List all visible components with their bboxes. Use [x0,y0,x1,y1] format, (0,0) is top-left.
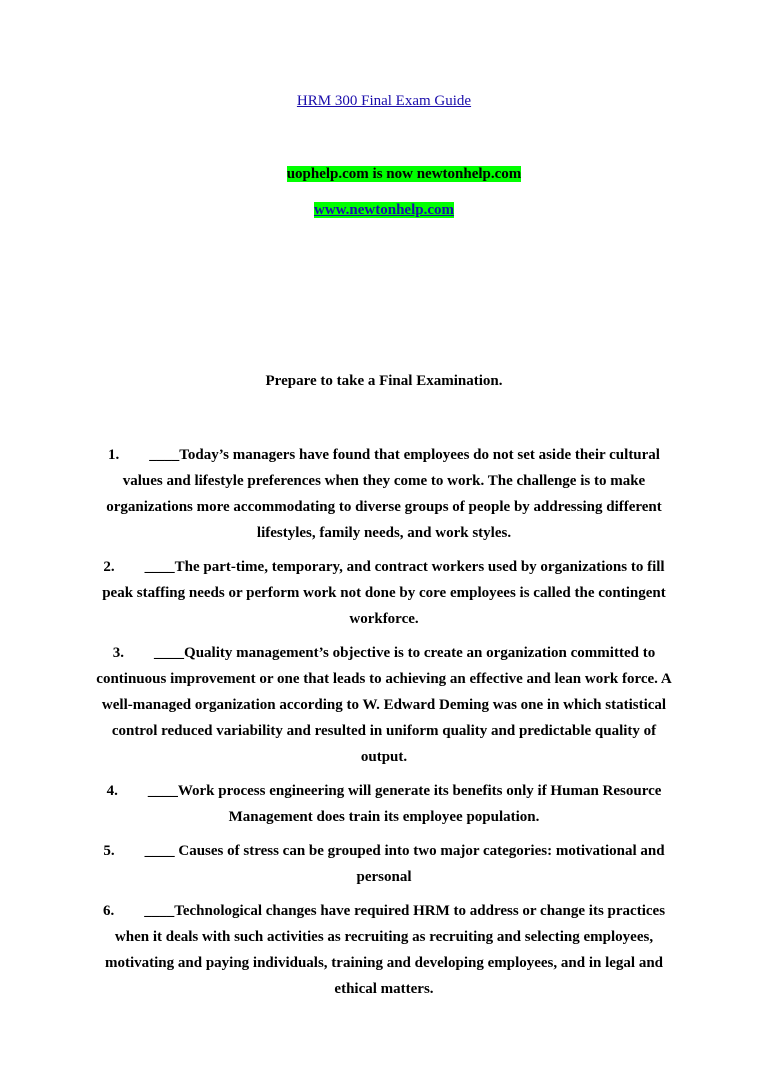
guide-title-text[interactable]: HRM 300 Final Exam Guide [296,93,472,109]
question-item [92,778,676,830]
notice-highlight: uophelp.com is now newtonhelp.com [286,166,522,182]
question-text: ____Work process engineering will generate its benefits only if Human Resource Management does train its employee population. [147,783,662,825]
question-item [92,442,676,546]
guide-title-link[interactable] [0,93,768,110]
question-number: 4. [106,783,118,799]
question-text: ____Today’s managers have found that employees do not set aside their cultural values and lifestyle preferences when they come to work. The challenge is to make organizations more accommodating to diverse groups of people by addressing different lifestyles, family needs, and work styles. [106,447,662,541]
question-list [92,442,676,1010]
question-item [92,838,676,890]
question-text: ____The part-time, temporary, and contract workers used by organizations to fill peak staffing needs or perform work not done by core employees is called the contingent workforce. [102,559,666,627]
question-item [92,898,676,1002]
question-text: ____Quality management’s objective is to create an organization committed to continuous improvement or one that leads to achieving an effective and lean work force. A well-managed organization according to W. Edward Deming was one in which statistical control reduced variability and resulted in uniform quality and predictable quality of output. [96,645,672,765]
website-line [0,201,768,219]
exam-heading: Prepare to take a Final Examination. [265,373,503,389]
question-item [92,554,676,632]
notice-line [0,165,768,183]
question-text: ____ Causes of stress can be grouped into two major categories: motivational and personal [144,843,665,885]
question-item [92,640,676,770]
question-number: 3. [112,645,125,661]
question-number: 6. [102,903,115,919]
question-text: ____Technological changes have required HRM to address or change its practices when it deals with such activities as recruiting as recruiting and selecting employees, motivating and paying individuals, training and developing employees, and in legal and ethical matters. [104,903,666,997]
question-number: 1. [108,447,120,463]
website-link[interactable]: www.newtonhelp.com [313,202,454,218]
question-number: 5. [103,843,115,859]
question-number: 2. [103,559,115,575]
